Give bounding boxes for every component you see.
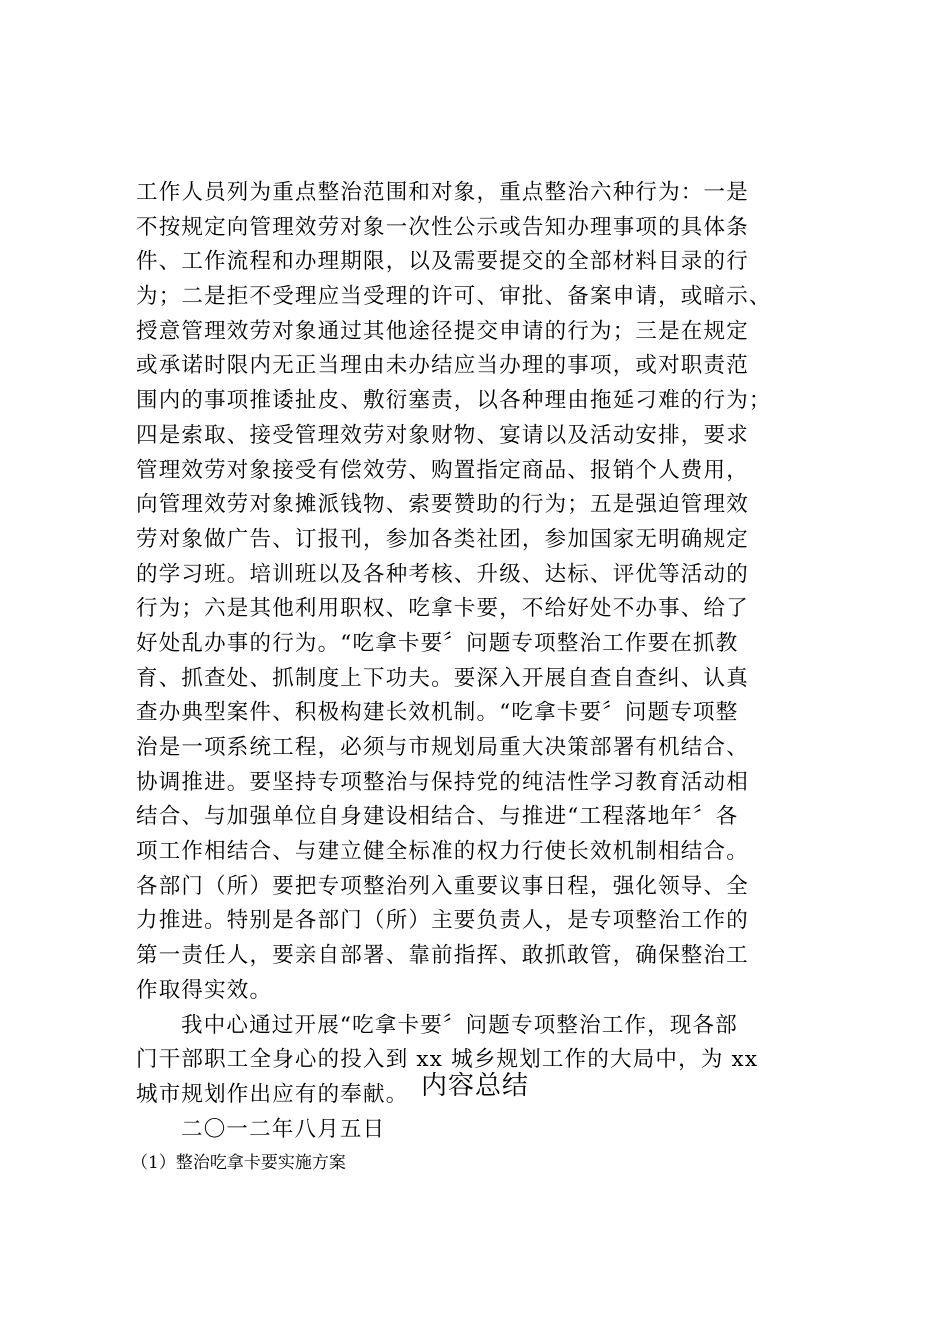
body-line: 各部门（所）要把专项整治列入重要议事日程，强化领导、全 [136, 873, 749, 899]
body-line: 协调推进。要坚持专项整治与保持党的纯洁性学习教育活动相 [136, 769, 749, 795]
body-line: 力推进。特别是各部门（所）主要负责人，是专项整治工作的 [136, 908, 749, 934]
body-line: 向管理效劳对象摊派钱物、索要赞助的行为；五是强迫管理效 [136, 492, 749, 518]
body-line: 查办典型案件、积极构建长效机制。“吃拿卡要〞问题专项整 [136, 700, 739, 726]
body-line: 围内的事项推诿扯皮、敷衍塞责，以各种理由拖延刁难的行为； [136, 388, 772, 414]
body-line: 工作人员列为重点整治范围和对象，重点整治六种行为：一是 [136, 180, 749, 205]
body-line: 育、抓查处、抓制度上下功夫。要深入开展自查自查纠、认真 [136, 665, 749, 691]
body-line: 治是一项系统工程，必须与市规划局重大决策部署有机结合、 [136, 735, 749, 760]
summary-title: 内容总结 [420, 1071, 529, 1101]
body-line: 为；二是拒不受理应当受理的许可、审批、备案申请，或暗示、 [136, 284, 772, 310]
body-line: 授意管理效劳对象通过其他途径提交申请的行为；三是在规定 [136, 318, 749, 344]
body-line: 件、工作流程和办理期限，以及需要提交的全部材料目录的行 [136, 249, 749, 275]
closing-paragraph-line: 门干部职工全身心的投入到 xx 城乡规划工作的大局中，为 xx [136, 1047, 759, 1073]
body-line: 作取得实效。 [136, 977, 273, 1003]
body-line: 不按规定向管理效劳对象一次性公示或告知办理事项的具体条 [136, 214, 749, 240]
body-line: 的学习班。培训班以及各种考核、升级、达标、评优等活动的 [136, 561, 749, 587]
summary-item: （1）整治吃拿卡要实施方案 [131, 1153, 346, 1173]
body-line: 劳对象做广告、订报刊，参加各类社团，参加国家无明确规定 [136, 526, 749, 552]
closing-paragraph-line: 我中心通过开展“吃拿卡要〞问题专项整治工作，现各部 [181, 1012, 738, 1038]
body-line: 四是索取、接受管理效劳对象财物、宴请以及活动安排，要求 [136, 422, 749, 448]
document-date: 二〇一二年八月五日 [181, 1116, 386, 1142]
body-line: 或承诺时限内无正当理由未办结应当办理的事项，或对职责范 [136, 353, 749, 379]
document-body [136, 176, 826, 1147]
body-line: 第一责任人，要亲自部署、靠前指挥、敢抓敢管，确保整治工 [136, 943, 749, 969]
body-line: 项工作相结合、与建立健全标准的权力行使长效机制相结合。 [136, 839, 749, 865]
body-line: 管理效劳对象接受有偿效劳、购置指定商品、报销个人费用， [136, 457, 749, 483]
body-line: 好处乱办事的行为。“吃拿卡要〞问题专项整治工作要在抓教 [136, 630, 739, 656]
body-line: 行为；六是其他利用职权、吃拿卡要，不给好处不办事、给了 [136, 596, 749, 622]
closing-paragraph-line: 城市规划作出应有的奉献。 [136, 1081, 409, 1107]
body-line: 结合、与加强单位自身建设相结合、与推进“工程落地年〞各 [136, 804, 739, 830]
